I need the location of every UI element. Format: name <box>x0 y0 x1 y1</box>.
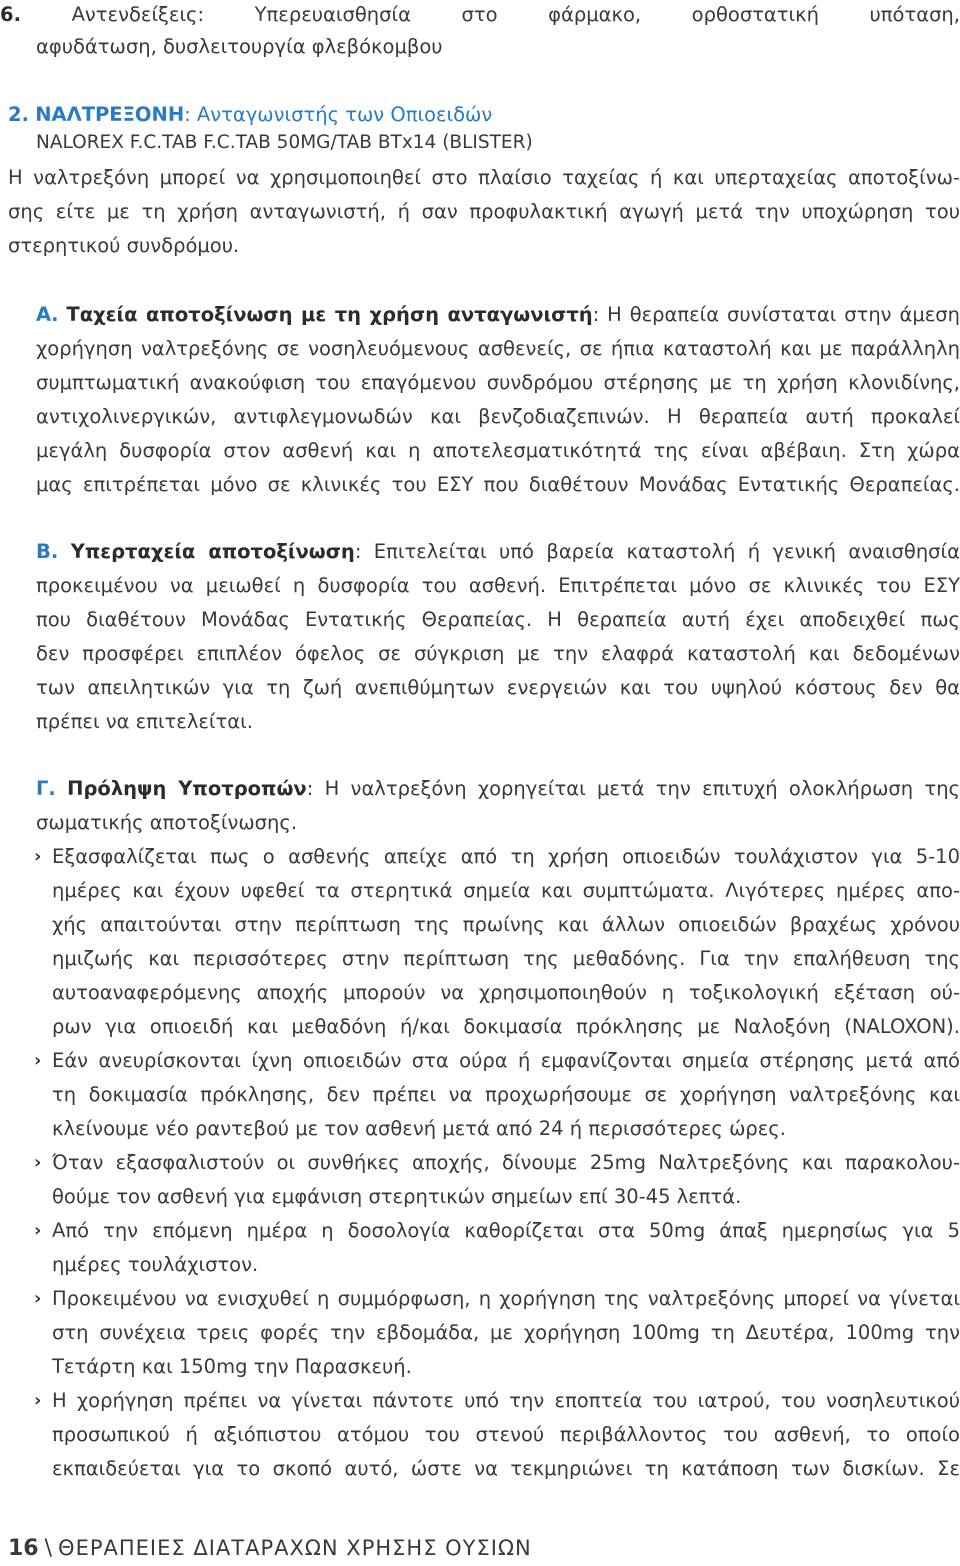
section-a-line-2: χορήγηση ναλτρεξόνης σε νοσηλευόμενους ασθενείς, σε ήπια καταστολή και με παράλληλη <box>36 337 960 360</box>
bullet-chevron-icon: › <box>34 1152 42 1173</box>
section-a-line-1 <box>36 300 960 330</box>
product-line-1: NALOREX F.C.TAB F.C.TAB 50MG/TAB BTx14 (BLISTER) <box>36 132 533 153</box>
bullet-2-line-2: τη δοκιμασία πρόκλησης, δεν πρέπει να προχωρήσουμε σε χορήγηση ναλτρεξόνης και <box>52 1083 960 1106</box>
bullet-1-line-3: χής απαιτούνται στην περίπτωση της πρωίνης και άλλων οπιοειδών βραχέως χρόνου <box>52 913 960 936</box>
bullet-1-line-4: ημιζωής και περισσότερες στην περίπτωση της μεθαδόνης. Για την επαλήθευση της <box>52 947 960 970</box>
section-a-heading: Ταχεία αποτοξίνωση με τη χρήση ανταγωνιστή <box>66 303 593 326</box>
section-g-letter: Γ. <box>36 777 56 800</box>
contraindications-text: Αντενδείξεις: Υπερευαισθησία στο φάρμακο, ορθοστατική υπόταση, <box>71 3 960 26</box>
contraindications-line-2: αφυδάτωση, δυσλειτουργία φλεβόκομβου <box>36 35 443 58</box>
page-number: 16 <box>8 1536 39 1561</box>
bullet-6-line-3: εκπαιδεύεται για το σκοπό αυτό, ώστε να τεκμηριώνει τη κατάποση των δισκίων. Σε <box>52 1457 960 1480</box>
bullet-4-line-1: Από την επόμενη ημέρα η δοσολογία καθορίζεται στα 50mg άπαξ ημερησίως για 5 <box>52 1219 960 1242</box>
bullet-2-line-3: κλείνουμε νέο ραντεβού με τον ασθενή μετά από 24 ή περισσότερες ώρες. <box>52 1117 786 1140</box>
bullet-4-line-2: ημέρες τουλάχιστον. <box>52 1253 259 1276</box>
bullet-1-line-1: Εξασφαλίζεται πως ο ασθενής απείχε από τη χρήση οπιοειδών τουλάχιστον για 5-10 <box>52 845 960 868</box>
section-b-text: : Επιτελείται υπό βαρεία καταστολή ή γενική αναισθησία <box>354 540 960 563</box>
item-number: 6. <box>0 3 21 26</box>
section-a-line-4: αντιχολινεργικών, αντιφλεγμονωδών και βενζοδιαζεπινών. Η θεραπεία αυτή προκαλεί <box>36 405 960 428</box>
intro-line-2: σης είτε με τη χρήση ανταγωνιστή, ή σαν προφυλακτική αγωγή μετά την υποχώρηση του <box>8 200 960 223</box>
section-a-letter: Α. <box>36 303 59 326</box>
bullet-3-line-2: θούμε τον ασθενή για εμφάνιση στερητικών σημείων επί 30-45 λεπτά. <box>52 1185 742 1208</box>
contraindications-line-1 <box>0 0 960 30</box>
section-a-line-6: μας επιτρέπεται μόνο σε κλινικές του ΕΣΥ που διαθέτουν Μονάδας Εντατικής Θεραπείας. <box>36 473 960 496</box>
bullet-6-line-2: προσωπικού ή αξιόπιστου ατόμου του στενού περιβάλλοντος του ασθενή, το οποίο <box>52 1423 960 1446</box>
page-footer <box>8 1532 532 1564</box>
bullet-6-line-1: Η χορήγηση πρέπει να γίνεται πάντοτε υπό την εποπτεία του ιατρού, του νοσηλευτικού <box>52 1389 960 1412</box>
footer-separator: \ <box>44 1536 53 1561</box>
bullet-chevron-icon: › <box>34 846 42 867</box>
section-g-heading: Πρόληψη Υποτροπών <box>67 777 307 800</box>
section-b-line-2: προκειμένου να μειωθεί η δυσφορία του ασθενή. Επιτρέπεται μόνο σε κλινικές του ΕΣΥ <box>36 574 960 597</box>
bullet-1-line-6: ρων για οπιοειδή και μεθαδόνη ή/και δοκιμασία πρόκλησης με Ναλοξόνη (NALOXON). <box>52 1015 960 1038</box>
bullet-3-line-1: Όταν εξασφαλιστούν οι συνθήκες αποχής, δίνουμε 25mg Ναλτρεξόνης και παρακολου- <box>52 1151 960 1174</box>
section-a-line-5: μεγάλη δυσφορία στον ασθενή και η αποτελεσματικότητά της είναι αβέβαιη. Στη χώρα <box>36 439 960 462</box>
section-b-line-1 <box>36 537 960 567</box>
bullet-2-line-1: Εάν ανευρίσκονται ίχνη οπιοειδών στα ούρα ή εμφανίζονται σημεία στέρησης μετά από <box>52 1049 960 1072</box>
bullet-chevron-icon: › <box>34 1288 42 1309</box>
bullet-5-line-1: Προκειμένου να ενισχυθεί η συμμόρφωση, η χορήγηση της ναλτρεξόνης μπορεί να γίνεται <box>52 1287 960 1310</box>
intro-line-3: στερητικού συνδρόμου. <box>8 234 240 257</box>
drug-heading <box>8 100 960 130</box>
section-b-heading: Υπερταχεία αποτοξίνωση <box>70 540 355 563</box>
bullet-1-line-2: ημέρες και έχουν υφεθεί τα στερητικά σημεία και συμπτώματα. Λιγότερες ημέρες απο- <box>52 879 960 902</box>
running-title: ΘΕΡΑΠΕΙΕΣ ΔΙΑΤΑΡΑΧΩΝ ΧΡΗΣΗΣ ΟΥΣΙΩΝ <box>58 1536 532 1560</box>
drug-number: 2. <box>8 103 29 126</box>
bullet-5-line-2: στη συνέχεια τρεις φορές την εβδομάδα, με χορήγηση 100mg τη Δευτέρα, 100mg την <box>52 1321 960 1344</box>
drug-class: : Ανταγωνιστής των Οπιοειδών <box>184 103 493 126</box>
bullet-5-line-3: Τετάρτη και 150mg την Παρασκευή. <box>52 1355 412 1378</box>
bullet-chevron-icon: › <box>34 1220 42 1241</box>
section-g-line-1 <box>36 774 960 804</box>
drug-name: ΝΑΛΤΡΕΞΟΝΗ <box>35 103 185 126</box>
bullet-chevron-icon: › <box>34 1050 42 1071</box>
section-b-line-5: των απειλητικών για τη ζωή ανεπιθύμητων ενεργειών και του υψηλού κόστους δεν θα <box>36 676 960 699</box>
section-a-text: : Η θεραπεία συνίσταται στην άμεση <box>592 303 960 326</box>
section-b-line-3: που διαθέτουν Μονάδας Εντατικής Θεραπείας. Η θεραπεία αυτή έχει αποδειχθεί πως <box>36 608 960 631</box>
section-g-text: : Η ναλτρεξόνη χορηγείται μετά την επιτυχή ολοκλήρωση της <box>306 777 960 800</box>
section-g-line-2: σωματικής αποτοξίνωσης. <box>36 811 298 834</box>
section-b-line-6: πρέπει να επιτελείται. <box>36 710 253 733</box>
bullet-chevron-icon: › <box>34 1390 42 1411</box>
section-b-line-4: δεν προσφέρει επιπλέον όφελος σε σύγκριση με την ελαφρά καταστολή και δεδομένων <box>36 642 960 665</box>
bullet-1-line-5: αυτοαναφερόμενης αποχής μπορούν να χρησιμοποιηθούν η τοξικολογική εξέταση ού- <box>52 981 960 1004</box>
intro-line-1: Η ναλτρεξόνη μπορεί να χρησιμοποιηθεί στο πλαίσιο ταχείας ή και υπερταχείας αποτοξίνω- <box>8 166 960 189</box>
section-b-letter: Β. <box>36 540 59 563</box>
section-a-line-3: συμπτωματική ανακούφιση του επαγόμενου συνδρόμου στέρησης με τη χρήση κλονιδίνης, <box>36 371 960 394</box>
